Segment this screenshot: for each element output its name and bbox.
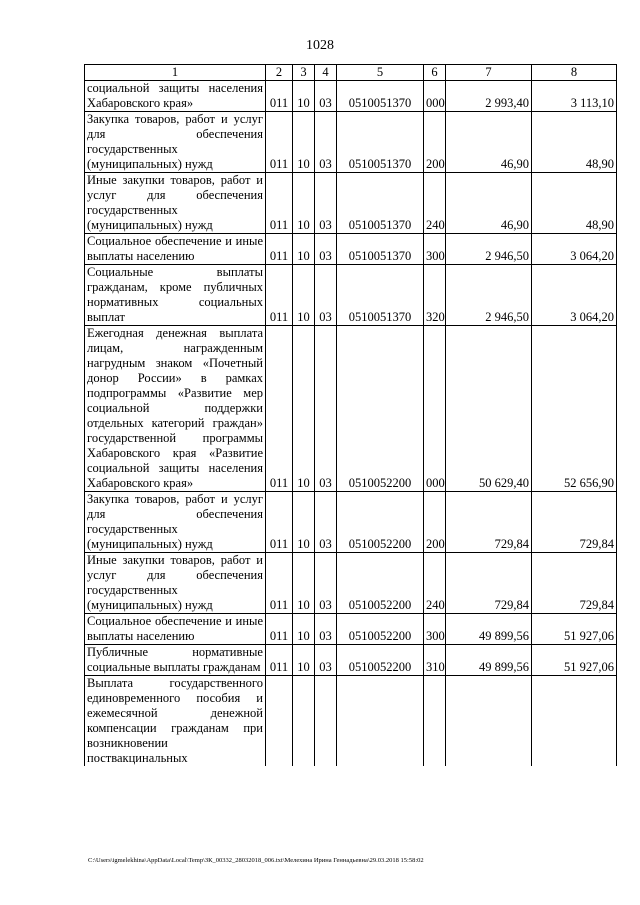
- row-amount-year-2: 48,90: [532, 112, 617, 173]
- row-code-expense-type: 240: [424, 553, 446, 614]
- row-code-expense-type: 310: [424, 645, 446, 676]
- row-code-expense-type: 300: [424, 234, 446, 265]
- table-row: [85, 265, 617, 326]
- row-code-target: 0510051370: [337, 81, 424, 112]
- row-description: Ежегодная денежная выплата лицам, награжденным нагрудным знаком «Почетный донор России» в рамках подпрограммы «Развитие мер социальной поддержки отдельных категорий граждан» государственной программы Хабаровского края «Развитие социальной защиты населения Хабаровского края»: [85, 326, 266, 492]
- row-code-ministry: 011: [266, 265, 293, 326]
- row-code-target: 0510052200: [337, 492, 424, 553]
- row-code-target: 0510051370: [337, 112, 424, 173]
- row-amount-year-2: 729,84: [532, 492, 617, 553]
- row-description: Социальное обеспечение и иные выплаты населению: [85, 234, 266, 265]
- row-code-ministry: 011: [266, 81, 293, 112]
- row-amount-year-1: 46,90: [446, 112, 532, 173]
- row-description: Закупка товаров, работ и услуг для обеспечения государственных (муниципальных) нужд: [85, 112, 266, 173]
- row-amount-year-2: 48,90: [532, 173, 617, 234]
- row-code-target: 0510052200: [337, 614, 424, 645]
- row-code-ministry: 011: [266, 553, 293, 614]
- row-amount-year-2: 3 064,20: [532, 265, 617, 326]
- row-code-ministry: 011: [266, 614, 293, 645]
- table-row: [85, 645, 617, 676]
- row-code-section: 10: [293, 112, 315, 173]
- row-code-target: 0510051370: [337, 173, 424, 234]
- header-row: [85, 65, 617, 81]
- row-amount-year-1: 729,84: [446, 492, 532, 553]
- row-amount-year-2: 729,84: [532, 553, 617, 614]
- row-code-subsection: 03: [315, 645, 337, 676]
- row-amount-year-2: 3 064,20: [532, 234, 617, 265]
- row-code-subsection: 03: [315, 614, 337, 645]
- row-amount-year-1: 2 946,50: [446, 265, 532, 326]
- row-code-section: [293, 676, 315, 767]
- table-row: [85, 81, 617, 112]
- row-code-ministry: 011: [266, 645, 293, 676]
- row-amount-year-1: 729,84: [446, 553, 532, 614]
- row-code-expense-type: 000: [424, 81, 446, 112]
- row-code-section: 10: [293, 614, 315, 645]
- header-cell: 8: [532, 65, 617, 81]
- row-amount-year-2: 51 927,06: [532, 614, 617, 645]
- row-code-section: 10: [293, 81, 315, 112]
- row-code-subsection: 03: [315, 265, 337, 326]
- header-cell: 1: [85, 65, 266, 81]
- row-description: социальной защиты населения Хабаровского края»: [85, 81, 266, 112]
- row-amount-year-2: [532, 676, 617, 767]
- row-code-ministry: 011: [266, 326, 293, 492]
- file-path-footer: C:\Users\igmelekhina\AppData\Local\Temp\ЗК_00332_28032018_006.txt\Мелехина Ирина Геннадьевна\29.03.2018 15:58:02: [88, 857, 424, 864]
- header-cell: 2: [266, 65, 293, 81]
- row-code-ministry: 011: [266, 492, 293, 553]
- row-amount-year-1: 49 899,56: [446, 645, 532, 676]
- row-code-section: 10: [293, 265, 315, 326]
- row-code-target: 0510052200: [337, 326, 424, 492]
- table-row: [85, 614, 617, 645]
- row-code-subsection: 03: [315, 326, 337, 492]
- row-code-subsection: 03: [315, 81, 337, 112]
- row-code-expense-type: 320: [424, 265, 446, 326]
- table-row: [85, 553, 617, 614]
- row-code-subsection: 03: [315, 112, 337, 173]
- row-code-target: 0510052200: [337, 645, 424, 676]
- row-description: Выплата государственного единовременного пособия и ежемесячной денежной компенсации гражданам при возникновении поствакцинальных: [85, 676, 266, 767]
- row-code-expense-type: 000: [424, 326, 446, 492]
- table-row: [85, 173, 617, 234]
- row-amount-year-1: 2 946,50: [446, 234, 532, 265]
- row-amount-year-2: 51 927,06: [532, 645, 617, 676]
- row-description: Иные закупки товаров, работ и услуг для обеспечения государственных (муниципальных) нужд: [85, 173, 266, 234]
- row-code-ministry: 011: [266, 112, 293, 173]
- row-code-target: 0510052200: [337, 553, 424, 614]
- table-row: [85, 112, 617, 173]
- row-amount-year-2: 3 113,10: [532, 81, 617, 112]
- row-amount-year-1: 50 629,40: [446, 326, 532, 492]
- page-number: 1028: [306, 38, 334, 53]
- row-amount-year-1: 2 993,40: [446, 81, 532, 112]
- row-code-subsection: 03: [315, 492, 337, 553]
- row-code-section: 10: [293, 326, 315, 492]
- header-cell: 7: [446, 65, 532, 81]
- row-code-target: [337, 676, 424, 767]
- header-cell: 5: [337, 65, 424, 81]
- header-cell: 3: [293, 65, 315, 81]
- row-code-section: 10: [293, 173, 315, 234]
- row-code-target: 0510051370: [337, 234, 424, 265]
- header-cell: 4: [315, 65, 337, 81]
- row-description: Иные закупки товаров, работ и услуг для обеспечения государственных (муниципальных) нужд: [85, 553, 266, 614]
- table-row: [85, 492, 617, 553]
- row-description: Социальное обеспечение и иные выплаты населению: [85, 614, 266, 645]
- row-amount-year-1: 49 899,56: [446, 614, 532, 645]
- table-row: [85, 234, 617, 265]
- row-code-expense-type: 300: [424, 614, 446, 645]
- row-code-section: 10: [293, 553, 315, 614]
- table-row: [85, 676, 617, 767]
- row-description: Публичные нормативные социальные выплаты гражданам: [85, 645, 266, 676]
- row-code-section: 10: [293, 492, 315, 553]
- row-code-subsection: 03: [315, 553, 337, 614]
- budget-table: [84, 64, 617, 766]
- table-body: [85, 81, 617, 767]
- row-code-subsection: 03: [315, 234, 337, 265]
- row-code-subsection: [315, 676, 337, 767]
- row-code-expense-type: 200: [424, 492, 446, 553]
- row-description: Закупка товаров, работ и услуг для обеспечения государственных (муниципальных) нужд: [85, 492, 266, 553]
- row-amount-year-2: 52 656,90: [532, 326, 617, 492]
- row-code-section: 10: [293, 645, 315, 676]
- row-code-ministry: 011: [266, 173, 293, 234]
- row-amount-year-1: [446, 676, 532, 767]
- table-row: [85, 326, 617, 492]
- row-amount-year-1: 46,90: [446, 173, 532, 234]
- row-code-expense-type: [424, 676, 446, 767]
- row-code-ministry: 011: [266, 234, 293, 265]
- row-code-section: 10: [293, 234, 315, 265]
- row-code-ministry: [266, 676, 293, 767]
- row-code-target: 0510051370: [337, 265, 424, 326]
- header-cell: 6: [424, 65, 446, 81]
- row-code-expense-type: 240: [424, 173, 446, 234]
- row-description: Социальные выплаты гражданам, кроме публичных нормативных социальных выплат: [85, 265, 266, 326]
- row-code-expense-type: 200: [424, 112, 446, 173]
- row-code-subsection: 03: [315, 173, 337, 234]
